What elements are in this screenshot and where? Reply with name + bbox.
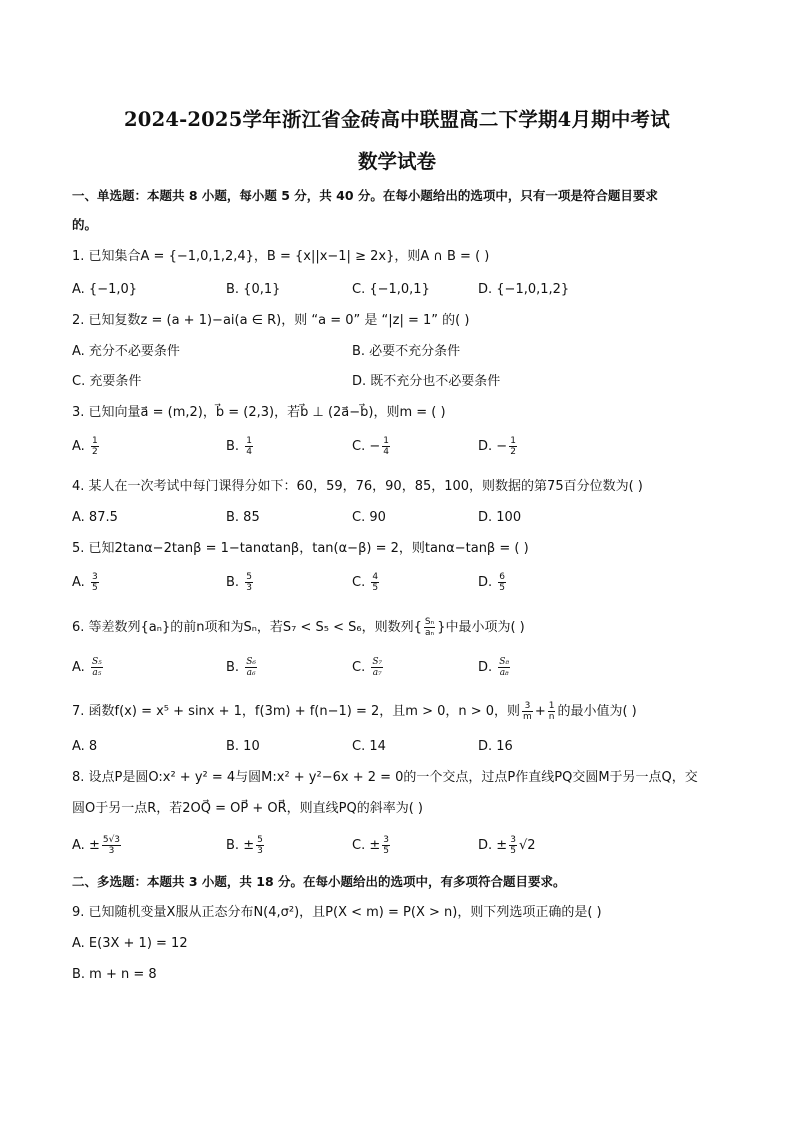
q3-option-d-sign: − bbox=[496, 439, 508, 454]
question-9-stem: 9. 已知随机变量X服从正态分布N(4,σ²)，且P(X < m) = P(X > n)，则下列选项正确的是( ) bbox=[72, 905, 602, 920]
q6-b-num: S₆ bbox=[246, 657, 256, 667]
q6-option-b-fraction bbox=[245, 657, 257, 678]
question-6-options bbox=[72, 657, 732, 685]
q7-option-b: B. 10 bbox=[226, 739, 260, 754]
q3-option-b-fraction bbox=[245, 436, 253, 457]
q5-option-c bbox=[352, 572, 381, 593]
q7-stem-part-a: 7. 函数f(x) = x⁵ + sinx + 1，f(3m) + f(n−1) = 2，且m > 0，n > 0，则 bbox=[72, 704, 521, 719]
q6-stem-fraction bbox=[424, 617, 435, 638]
q8-d-den: 5 bbox=[510, 846, 516, 856]
q8-a-den: 3 bbox=[108, 846, 115, 856]
q5-option-c-fraction bbox=[371, 572, 379, 593]
question-3-stem: 3. 已知向量a⃗ = (m,2)，b⃗ = (2,3)，若b⃗ ⊥ (2a⃗−b⃗)，则m = ( ) bbox=[72, 405, 446, 420]
q6-a-den: a₅ bbox=[92, 668, 102, 678]
q7-option-a: A. 8 bbox=[72, 739, 98, 754]
q8-option-d-sqrt2: √2 bbox=[518, 838, 536, 853]
q7-stem-part-b: 的最小值为( ) bbox=[557, 704, 637, 719]
q8-option-d-pm: ± bbox=[496, 838, 508, 853]
q8-option-d-fraction bbox=[509, 835, 517, 856]
q2-option-b: B. 必要不充分条件 bbox=[352, 344, 461, 359]
question-4-options bbox=[72, 509, 732, 531]
question-2-stem: 2. 已知复数z = (a + 1)−ai(a ∈ R)，则 “a = 0” 是 “|z| = 1” 的( ) bbox=[72, 313, 470, 328]
q5-option-d bbox=[478, 572, 508, 593]
q8-option-a-pm: ± bbox=[88, 838, 100, 853]
question-5-options bbox=[72, 572, 732, 600]
exam-title: 2024-2025学年浙江省金砖高中联盟高二下学期4月期中考试 bbox=[124, 108, 670, 131]
q5-c-num: 4 bbox=[372, 572, 379, 582]
q3-b-den: 4 bbox=[246, 447, 252, 457]
exam-subtitle: 数学试卷 bbox=[357, 150, 436, 173]
q3-option-c-fraction bbox=[382, 436, 390, 457]
q3-a-num: 1 bbox=[91, 436, 98, 446]
q6-stem-frac-den: aₙ bbox=[424, 628, 435, 638]
q7-frac2-den: n bbox=[548, 712, 555, 722]
q3-c-den: 4 bbox=[383, 447, 389, 457]
q6-option-b-label: B. bbox=[226, 660, 240, 675]
q3-option-d bbox=[478, 436, 519, 457]
q3-d-num: 1 bbox=[510, 436, 516, 446]
q8-option-c-label: C. bbox=[352, 838, 366, 853]
q6-stem-frac-num: Sₙ bbox=[424, 617, 435, 627]
question-1-options bbox=[72, 281, 732, 303]
q3-option-b bbox=[226, 436, 255, 457]
q5-option-c-label: C. bbox=[352, 575, 366, 590]
q6-b-den: a₆ bbox=[246, 668, 256, 678]
q6-d-den: a₈ bbox=[499, 668, 509, 678]
q3-option-a-label: A. bbox=[72, 439, 85, 454]
q8-a-num: 5√3 bbox=[102, 835, 121, 845]
q3-a-den: 2 bbox=[91, 447, 98, 457]
q6-option-d-label: D. bbox=[478, 660, 493, 675]
q8-option-b-label: B. bbox=[226, 838, 240, 853]
q6-option-c-fraction bbox=[371, 657, 383, 678]
q3-option-b-label: B. bbox=[226, 439, 240, 454]
q1-option-b: B. {0,1} bbox=[226, 282, 281, 297]
question-7-options bbox=[72, 738, 732, 760]
q7-frac1-num: 3 bbox=[522, 701, 533, 712]
q2-option-c: C. 充要条件 bbox=[72, 374, 142, 389]
q2-option-a: A. 充分不必要条件 bbox=[72, 344, 180, 359]
q5-b-num: 5 bbox=[246, 572, 252, 582]
q1-option-a: A. {−1,0} bbox=[72, 282, 138, 297]
q8-option-c-fraction bbox=[382, 835, 390, 856]
q5-d-num: 6 bbox=[499, 572, 506, 582]
q4-option-c: C. 90 bbox=[352, 510, 386, 525]
q3-option-d-label: D. bbox=[478, 439, 493, 454]
question-8-options bbox=[72, 835, 732, 863]
q3-option-a bbox=[72, 436, 101, 457]
q5-option-b-label: B. bbox=[226, 575, 240, 590]
q6-option-d-fraction bbox=[498, 657, 510, 678]
q6-stem-part-a: 6. 等差数列{aₙ}的前n项和为Sₙ，若S₇ < S₅ < S₆，则数列{ bbox=[72, 620, 422, 635]
q1-option-d: D. {−1,0,1,2} bbox=[478, 282, 570, 297]
q1-option-c: C. {−1,0,1} bbox=[352, 282, 430, 297]
q4-option-b: B. 85 bbox=[226, 510, 260, 525]
q6-option-a-label: A. bbox=[72, 660, 85, 675]
q3-b-num: 1 bbox=[246, 436, 252, 446]
q8-option-b bbox=[226, 835, 266, 856]
q3-c-num: 1 bbox=[383, 436, 389, 446]
q5-b-den: 3 bbox=[246, 583, 252, 593]
question-8-stem-line1: 8. 设点P是圆O:x² + y² = 4与圆M:x² + y²−6x + 2 = 0的一个交点，过点P作直线PQ交圆M于另一点Q，交 bbox=[72, 770, 698, 785]
q8-option-c bbox=[352, 835, 392, 856]
q8-d-num: 3 bbox=[510, 835, 516, 845]
q8-b-num: 5 bbox=[257, 835, 263, 845]
q6-c-num: S₇ bbox=[372, 657, 383, 667]
q3-option-c bbox=[352, 436, 392, 457]
q5-option-d-label: D. bbox=[478, 575, 493, 590]
q3-option-c-sign: − bbox=[369, 439, 381, 454]
question-1-stem: 1. 已知集合A = {−1,0,1,2,4}，B = {x||x−1| ≥ 2x}，则A ∩ B = ( ) bbox=[72, 249, 490, 264]
q6-option-a-fraction bbox=[91, 657, 103, 678]
q5-option-a-label: A. bbox=[72, 575, 85, 590]
q7-frac-1 bbox=[522, 701, 533, 722]
q2-option-d: D. 既不充分也不必要条件 bbox=[352, 374, 501, 389]
question-3-options bbox=[72, 436, 732, 464]
question-7-stem bbox=[72, 701, 637, 722]
q7-frac2-num: 1 bbox=[548, 701, 555, 711]
section1-header-line2: 的。 bbox=[72, 217, 98, 232]
question-5-stem: 5. 已知2tanα−2tanβ = 1−tanαtanβ，tan(α−β) = 2，则tanα−tanβ = ( ) bbox=[72, 541, 529, 556]
q5-c-den: 5 bbox=[372, 583, 379, 593]
q7-plus: + bbox=[534, 704, 546, 719]
q3-option-d-fraction bbox=[509, 436, 517, 457]
q8-option-d-label: D. bbox=[478, 838, 493, 853]
q9-option-a: A. E(3X + 1) = 12 bbox=[72, 936, 188, 951]
q7-option-d: D. 16 bbox=[478, 739, 513, 754]
q5-d-den: 5 bbox=[499, 583, 506, 593]
q5-option-d-fraction bbox=[498, 572, 506, 593]
q8-option-a bbox=[72, 835, 123, 856]
q3-option-a-fraction bbox=[91, 436, 99, 457]
q7-frac-2 bbox=[548, 701, 556, 722]
q8-option-b-pm: ± bbox=[243, 838, 255, 853]
q3-d-den: 2 bbox=[510, 447, 516, 457]
q7-option-c: C. 14 bbox=[352, 739, 386, 754]
q6-option-a bbox=[72, 657, 105, 678]
section1-header-line1: 一、单选题：本题共 8 小题，每小题 5 分，共 40 分。在每小题给出的选项中，只有一项是符合题目要求 bbox=[72, 188, 658, 203]
question-8-stem-line2: 圆O于另一点R，若2OQ⃗ = OP⃗ + OR⃗，则直线PQ的斜率为( ) bbox=[72, 801, 424, 816]
question-2-options-row1 bbox=[72, 343, 732, 365]
q8-option-c-pm: ± bbox=[369, 838, 381, 853]
q8-c-num: 3 bbox=[383, 835, 389, 845]
q7-frac1-den: m bbox=[523, 712, 532, 722]
q6-d-num: S₈ bbox=[499, 657, 510, 667]
q8-option-a-fraction bbox=[102, 835, 121, 856]
q5-a-num: 3 bbox=[91, 572, 98, 582]
q6-option-b bbox=[226, 657, 259, 678]
section2-header: 二、多选题：本题共 3 小题，共 18 分。在每小题给出的选项中，有多项符合题目要求。 bbox=[72, 874, 566, 889]
q3-option-c-label: C. bbox=[352, 439, 366, 454]
q8-option-d bbox=[478, 835, 536, 856]
q8-c-den: 5 bbox=[383, 846, 389, 856]
q6-c-den: a₇ bbox=[372, 668, 382, 678]
q6-a-num: S₅ bbox=[91, 657, 102, 667]
q6-option-c-label: C. bbox=[352, 660, 366, 675]
q9-option-b: B. m + n = 8 bbox=[72, 967, 157, 982]
q8-b-den: 3 bbox=[257, 846, 263, 856]
q8-option-b-fraction bbox=[256, 835, 264, 856]
q5-option-b bbox=[226, 572, 255, 593]
q5-option-b-fraction bbox=[245, 572, 253, 593]
q5-a-den: 5 bbox=[91, 583, 98, 593]
q6-option-d bbox=[478, 657, 512, 678]
q5-option-a-fraction bbox=[91, 572, 99, 593]
q5-option-a bbox=[72, 572, 101, 593]
question-4-stem: 4. 某人在一次考试中每门课得分如下：60，59，76，90，85，100，则数据的第75百分位数为( ) bbox=[72, 479, 643, 494]
question-6-stem bbox=[72, 617, 525, 638]
q6-option-c bbox=[352, 657, 385, 678]
q6-stem-part-b: }中最小项为( ) bbox=[437, 620, 525, 635]
q4-option-d: D. 100 bbox=[478, 510, 522, 525]
q4-option-a: A. 87.5 bbox=[72, 510, 118, 525]
question-2-options-row2 bbox=[72, 373, 732, 395]
q8-option-a-label: A. bbox=[72, 838, 85, 853]
